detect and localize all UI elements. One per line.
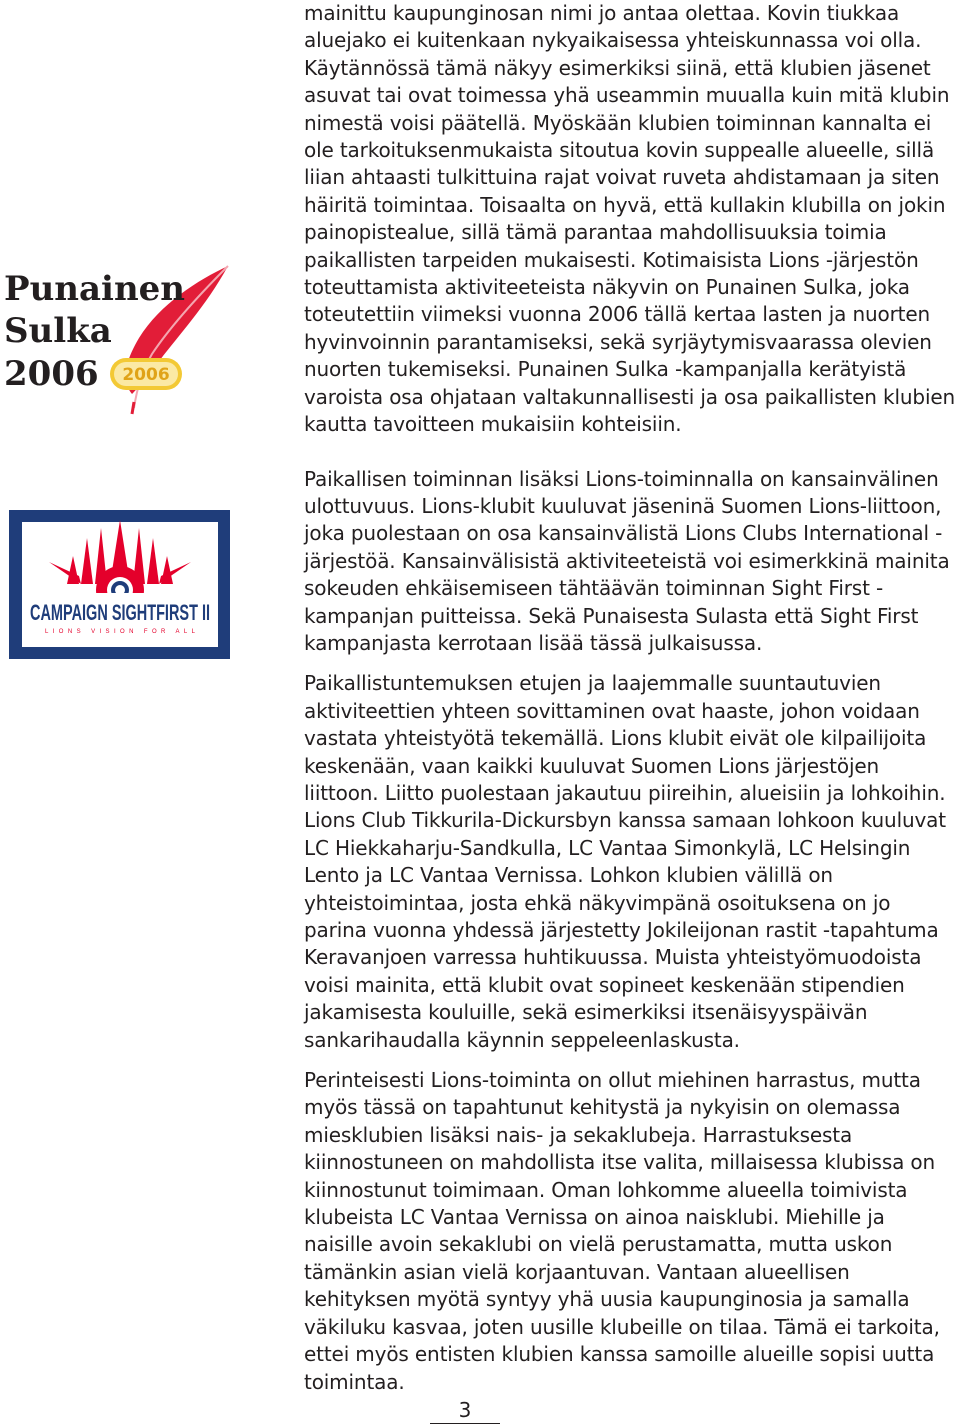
year-badge	[110, 358, 182, 390]
paragraph-cooperation: Paikallistuntemuksen etujen ja laajemmalle suuntautuvien aktiviteettien yhteen sovittaminen ovat haaste, johon voidaan vastata yhteistyötä tekemällä. Lions klubit eivät ole kilpailijoita keskenään, vaan kaikki kuuluvat Suomen Lions järjestöjen liittoon. Liitto puolestaan jakautuu piireihin, alueisiin ja lohkoihin. Lions Club Tikkurila-Dickursbyn kanssa samaan lohkoon kuuluvat LC Hiekkaharju-Sandkulla, LC Vantaa Simonkylä, LC Helsingin Lento ja LC Vantaa Vernissa. Lohkon klubien välillä on yhteistoimintaa, josta ehkä näkyvimpänä osoituksena on jo parina vuonna yhdessä järjestetty Jokileijonan rastit -tapahtuma Keravanjoen varressa huhtikuussa. Muista yhteistyömuodoista voisi mainita, että klubit ovat sopineet keskenään stipendien jakamisesta kouluille, sekä esimerkiksi itsenäisyyspäivän sankarihaudalla käynnin seppeleenlaskusta.	[304, 671, 946, 1052]
paragraph-club-types: Perinteisesti Lions-toiminta on ollut miehinen harrastus, mutta myös tässä on tapahtunut kehitystä ja nykyisin on olemassa miesklubien lisäksi nais- ja sekaklubeja. Harrastuksesta kiinnostuneen on mahdollista itse valita, millaisessa klubissa on kiinnostunut toimimaan. Oman lohkomme alueella toimivista klubeista LC Vantaa Vernissa on ainoa naisklubi. Miehille ja naisille avoin sekaklubi on vielä perustamatta, mutta uskon tämänkin asian vielä korjaantuvan. Vantaan alueellisen kehityksen myötä syntyy yhä uusia kaupunginosia ja samalla väkiluku kasvaa, joten uusille klubeille on tilaa. Tämä ei tarkoita, ettei myös entisten klubien kanssa samoille alueille sopisi uutta toimintaa.	[304, 1068, 940, 1394]
logo-line-year: 2006	[4, 354, 99, 394]
punainen-sulka-logo	[2, 262, 232, 414]
logo-line-sulka: Sulka	[4, 311, 112, 351]
page-number: 3	[458, 1398, 472, 1422]
paragraph-international: Paikallisen toiminnan lisäksi Lions-toiminnalla on kansainvälinen ulottuvuus. Lions-klubit kuuluvat jäseninä Suomen Lions-liittoon, joka puolestaan on osa kansainvälistä Lions Clubs International -järjestöä. Kansainvälisistä aktiviteeteistä voi esimerkkinä mainita sokeuden ehkäisemiseen tähtäävän toiminnan Sight First - kampanjan puitteissa. Sekä Punaisesta Sulasta että Sight First kampanjasta kerrotaan lisää tässä julkaisussa.	[304, 466, 950, 655]
paragraph-club-areas: mainittu kaupunginosan nimi jo antaa olettaa. Kovin tiukkaa aluejako ei kuitenkaan nykyaikaisessa yhteiskunnassa voi olla. Käytännössä tämä näkyy esimerkiksi siinä, että klubien jäsenet asuvat tai ovat toimessa yhä useammin muualla kuin mitä klubin nimestä voisi päätellä. Myöskään klubien toiminnan kannalta ei ole tarkoituksenmukaista sitoutua kovin suppealle alueelle, sillä liian ahtaasti tulkittuina rajat voivat ruveta ahdistamaan ja siten häiritä toimintaa. Toisaalta on hyvä, että kullakin klubilla on jokin painopistealue, sillä tämä parantaa mahdollisuuksia toimia paikallisten tarpeiden mukaisesti. Kotimaisista Lions -järjestön toteuttamista aktiviteeteista näkyvin on Punainen Sulka, joka toteutettiin viimeksi vuonna 2006 tällä kertaa lasten ja nuorten hyvinvoinnin parantamiseksi, sekä syrjäytymisvaarassa olevien nuorten tukemiseksi. Punainen Sulka -kampanjalla kerätyistä varoista osa ohjataan valtakunnallisesti ja osa paikallisten klubien kautta tavoitteen mukaisiin kohteisiin.	[304, 1, 956, 437]
sightfirst-tagline: LIONS VISION FOR ALL	[45, 629, 195, 635]
year-badge-text: 2006	[122, 365, 170, 385]
logo-line-punainen: Punainen	[4, 269, 186, 309]
sightfirst-title: CAMPAIGN SIGHTFIRST II	[30, 600, 210, 625]
page-number-rule	[430, 1423, 500, 1424]
campaign-sightfirst-logo	[9, 510, 230, 659]
article-body	[304, 0, 956, 1396]
